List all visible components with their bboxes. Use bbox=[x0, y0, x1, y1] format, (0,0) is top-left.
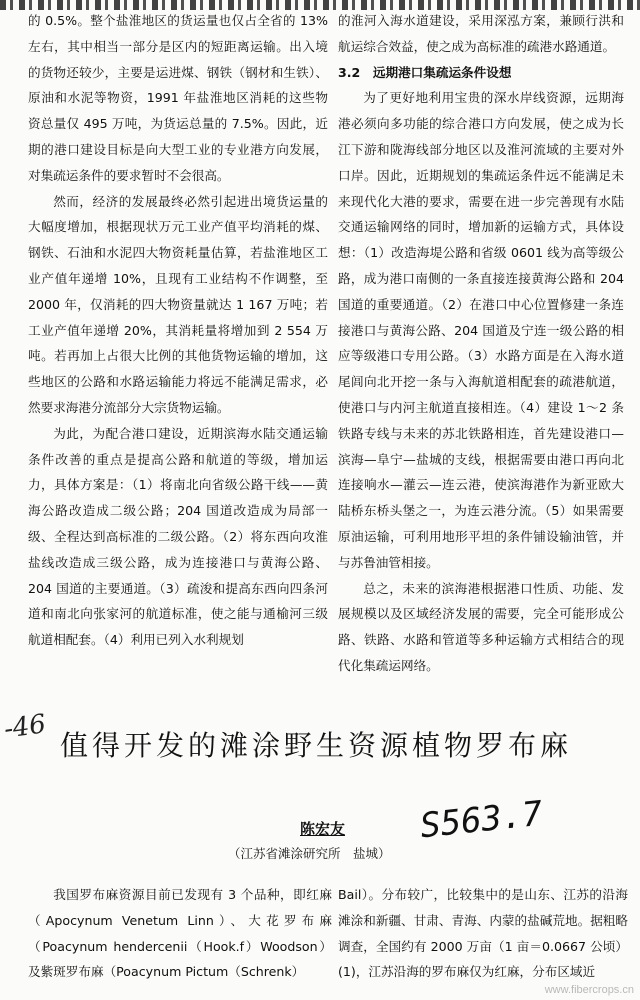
left-column bbox=[28, 8, 328, 653]
left-paragraph-2: 然而，经济的发展最终必然引起进出境货运量的大幅度增加，根据现状万元工业产值平均消耗的煤、钢铁、石油和水泥四大物资耗量估算，若盐淮地区工业产值年递增 10%，且现有工业结构不作调整，至 2000 年，仅消耗的四大物资量就达 1 167 万吨；若工业产值年递增 20%，其消耗量将增加到 2 554 万吨。若再加上占很大比例的其他货物运输的增加，这些地区的公路和水路运输能力将远不能满足需求，必然要求海港分流部分大宗货物运输。 bbox=[28, 193, 328, 415]
article-body-left bbox=[28, 882, 332, 985]
handwritten-classification-code: S563.7 bbox=[418, 793, 545, 847]
right-paragraph-3: 总之，未来的滨海港根据港口性质、功能、发展规模以及区域经济发展的需要，完全可能形成公路、铁路、水路和管道等多种运输方式相结合的现代化集疏运网络。 bbox=[338, 580, 624, 673]
right-column bbox=[338, 8, 624, 679]
watermark: www.fibercrops.cn bbox=[544, 984, 634, 996]
article-body-left-text: 我国罗布麻资源目前已发现有 3 个品种，即红麻（Apocynum Venetum Linn）、大花罗布麻（Poacynum hendercenii（Hook.f）Woodson）及紫斑罗布麻（Poacynum Pictum（Schrenk） bbox=[28, 887, 332, 980]
right-paragraph-1: 的淮河入海水道建设，采用深泓方案，兼顾行洪和航运综合效益，使之成为高标准的疏港水路通道。 bbox=[338, 13, 624, 54]
article-title: 值得开发的滩涂野生资源植物罗布麻 bbox=[60, 729, 573, 762]
handwritten-page-number: -46 bbox=[2, 709, 48, 745]
right-paragraph-2: 为了更好地利用宝贵的深水岸线资源，远期海港必须向多功能的综合港口方向发展，使之成为长江下游和陇海线部分地区以及淮河流域的主要对外口岸。因此，近期规划的集疏运条件远不能满足未来现代化大港的要求，需要在进一步完善现有水陆交通运输网络的同时，增加新的运输方式，具体设想：（1）改造海堤公路和省级 0601 线为高等级公路，成为港口南侧的一条直接连接黄海公路和 204 国道的重要通道。（2）在港口中心位置修建一条连接港口与黄海公路、204 国道及宁连一级公路的相应等级港口专用公路。（3）水路方面是在入海水道尾闾向北开挖一条与入海航道相配套的疏港航道，使港口与内河主航道直接相连。（4）建设 1～2 条铁路专线与未来的苏北铁路相连，首先建设港口—滨海—阜宁—盐城的支线，根据需要由港口再向北连接响水—灌云—连云港，使滨海港作为新亚欧大陆桥东桥头堡之一，为连云港分流。（5）如果需要原油运输，可利用地形平坦的条件铺设输油管，并与苏鲁油管相接。 bbox=[338, 90, 624, 570]
section-heading: 3.2 远期港口集疏运条件设想 bbox=[338, 64, 512, 80]
left-paragraph-1: 的 0.5%。整个盐淮地区的货运量也仅占全省的 13%左右，其中相当一部分是区内的短距离运输。出入境的货物还较少，主要是运进煤、钢铁（钢材和生铁）、原油和水泥等物资，1991 年盐淮地区消耗的这些物资总量仅 495 万吨，为货运总量的 7.5%。因此，近期的港口建设目标是向大型工业的专业港方向发展，对集疏运条件的要求暂时不会很高。 bbox=[28, 13, 328, 183]
article-body-right bbox=[338, 882, 628, 985]
article-author: 陈宏友 bbox=[300, 820, 346, 838]
left-paragraph-3: 为此，为配合港口建设，近期滨海水陆交通运输条件改善的重点是提高公路和航道的等级，增加运力，具体方案是：（1）将南北向省级公路干线——黄海公路改造成二级公路；204 国道改造成为局部一级、全程达到高标准的二级公路。（2）将东西向攻淮盐线改造成三级公路，成为连接港口与黄海公路、204 国道的主要通道。（3）疏浚和提高东西向四条河道和南北向张家河的航道标准，使之能与通榆河三级航道相配套。（4）利用已列入水利规划 bbox=[28, 425, 328, 648]
author-affiliation: （江苏省滩涂研究所 盐城） bbox=[228, 846, 391, 861]
article-body-right-text: Bail）。分布较广，比较集中的是山东、江苏的沿海滩涂和新疆、甘肃、青海、内蒙的盐碱荒地。据粗略调查，全国约有 2000 万亩（1 亩＝0.0667 公顷）(1)，江苏沿海的罗布麻仅为红麻，分布区域近 bbox=[338, 887, 628, 980]
